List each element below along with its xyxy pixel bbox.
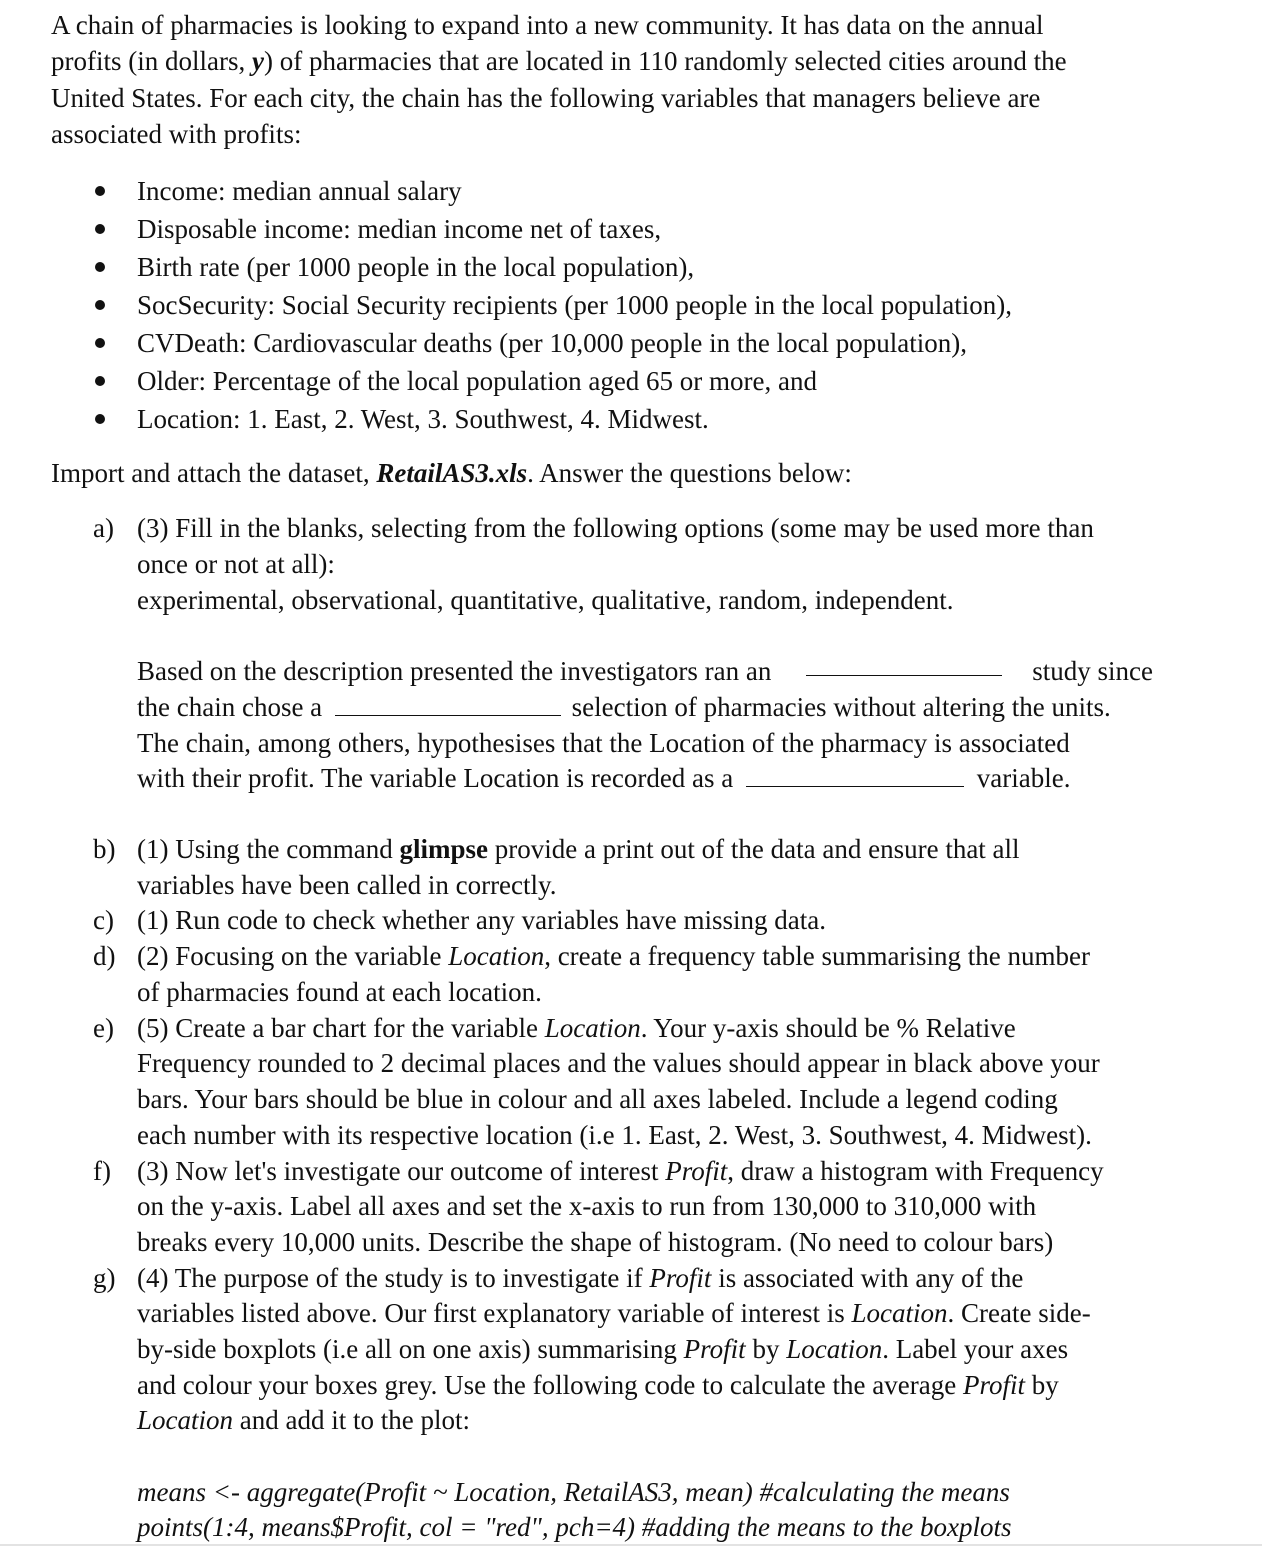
- question-text: (5) Create a bar chart for the variable Location. Your y-axis should be % Relative: [137, 1013, 1016, 1043]
- question-text: each number with its respective location (i.e 1. East, 2. West, 3. Southwest, 4. Midwest).: [137, 1120, 1092, 1150]
- question-text: (4) The purpose of the study is to investigate if Profit is associated with any of the: [137, 1263, 1024, 1293]
- list-item: SocSecurity: Social Security recipients (per 1000 people in the local population),: [137, 290, 1013, 320]
- code-line-1: means <- aggregate(Profit ~ Location, RetailAS3, mean) #calculating the means: [137, 1477, 1010, 1507]
- question-text: (3) Fill in the blanks, selecting from the following options (some may be used more than: [137, 513, 1094, 543]
- intro-line-3: United States. For each city, the chain has the following variables that managers believe are: [51, 83, 1041, 113]
- fill-paragraph-line-2: the chain chose a selection of pharmacies without altering the units.: [137, 692, 1111, 722]
- y-variable: y: [251, 46, 264, 76]
- command-name: glimpse: [399, 834, 488, 864]
- blank-selection-type[interactable]: [335, 695, 561, 716]
- bullet-icon: [95, 186, 105, 196]
- question-text: breaks every 10,000 units. Describe the shape of histogram. (No need to colour bars): [137, 1227, 1054, 1257]
- question-label: d): [93, 941, 116, 971]
- question-text: variables have been called in correctly.: [137, 870, 557, 900]
- bullet-icon: [95, 376, 105, 386]
- question-text: variables listed above. Our first explanatory variable of interest is Location. Create side-: [137, 1298, 1091, 1328]
- question-text: bars. Your bars should be blue in colour and all axes labeled. Include a legend coding: [137, 1084, 1058, 1114]
- question-text: (1) Run code to check whether any variables have missing data.: [137, 905, 827, 935]
- question-label: a): [93, 513, 114, 543]
- bullet-icon: [95, 300, 105, 310]
- question-label: c): [93, 905, 114, 935]
- blank-variable-type[interactable]: [746, 766, 964, 787]
- list-item: CVDeath: Cardiovascular deaths (per 10,000 people in the local population),: [137, 328, 968, 358]
- question-label: f): [93, 1156, 111, 1186]
- code-line-2: points(1:4, means$Profit, col = "red", pch=4) #adding the means to the boxplots: [137, 1512, 1012, 1542]
- question-text: (1) Using the command glimpse provide a print out of the data and ensure that all: [137, 834, 1020, 864]
- list-item: Birth rate (per 1000 people in the local population),: [137, 252, 695, 282]
- question-text: by-side boxplots (i.e all on one axis) summarising Profit by Location. Label your axes: [137, 1334, 1069, 1364]
- question-text: (3) Now let's investigate our outcome of interest Profit, draw a histogram with Frequency: [137, 1156, 1104, 1186]
- list-item: Older: Percentage of the local population aged 65 or more, and: [137, 366, 818, 396]
- page-bottom-border: [0, 1544, 1262, 1546]
- question-text: of pharmacies found at each location.: [137, 977, 542, 1007]
- blank-study-type[interactable]: [806, 655, 1002, 676]
- question-text: on the y-axis. Label all axes and set the x-axis to run from 130,000 to 310,000 with: [137, 1191, 1037, 1221]
- list-item: Income: median annual salary: [137, 176, 462, 206]
- question-text: (2) Focusing on the variable Location, create a frequency table summarising the number: [137, 941, 1090, 971]
- question-text: and colour your boxes grey. Use the following code to calculate the average Profit by: [137, 1370, 1059, 1400]
- question-text: Location and add it to the plot:: [137, 1405, 470, 1435]
- list-item: Location: 1. East, 2. West, 3. Southwest, 4. Midwest.: [137, 404, 709, 434]
- fill-paragraph-line-1: Based on the description presented the investigators ran an study since: [137, 656, 1153, 686]
- intro-line-2: profits (in dollars, y) of pharmacies that are located in 110 randomly selected cities around the: [51, 46, 1067, 76]
- fill-paragraph-line-4: with their profit. The variable Location is recorded as a variable.: [137, 763, 1071, 793]
- question-text: Frequency rounded to 2 decimal places and the values should appear in black above your: [137, 1048, 1100, 1078]
- intro-line-4: associated with profits:: [51, 119, 302, 149]
- options-list: experimental, observational, quantitative, qualitative, random, independent.: [137, 585, 954, 615]
- question-label: e): [93, 1013, 114, 1043]
- list-item: Disposable income: median income net of taxes,: [137, 214, 662, 244]
- bullet-icon: [95, 262, 105, 272]
- question-text: once or not at all):: [137, 549, 335, 579]
- dataset-filename: RetailAS3.xls: [376, 458, 528, 488]
- question-label: g): [93, 1263, 116, 1293]
- question-label: b): [93, 834, 116, 864]
- bullet-icon: [95, 414, 105, 424]
- intro-line-1: A chain of pharmacies is looking to expand into a new community. It has data on the annual: [51, 10, 1044, 40]
- fill-paragraph-line-3: The chain, among others, hypothesises that the Location of the pharmacy is associated: [137, 728, 1070, 758]
- bullet-icon: [95, 338, 105, 348]
- bullet-icon: [95, 224, 105, 234]
- import-instruction: Import and attach the dataset, RetailAS3.xls. Answer the questions below:: [51, 458, 852, 488]
